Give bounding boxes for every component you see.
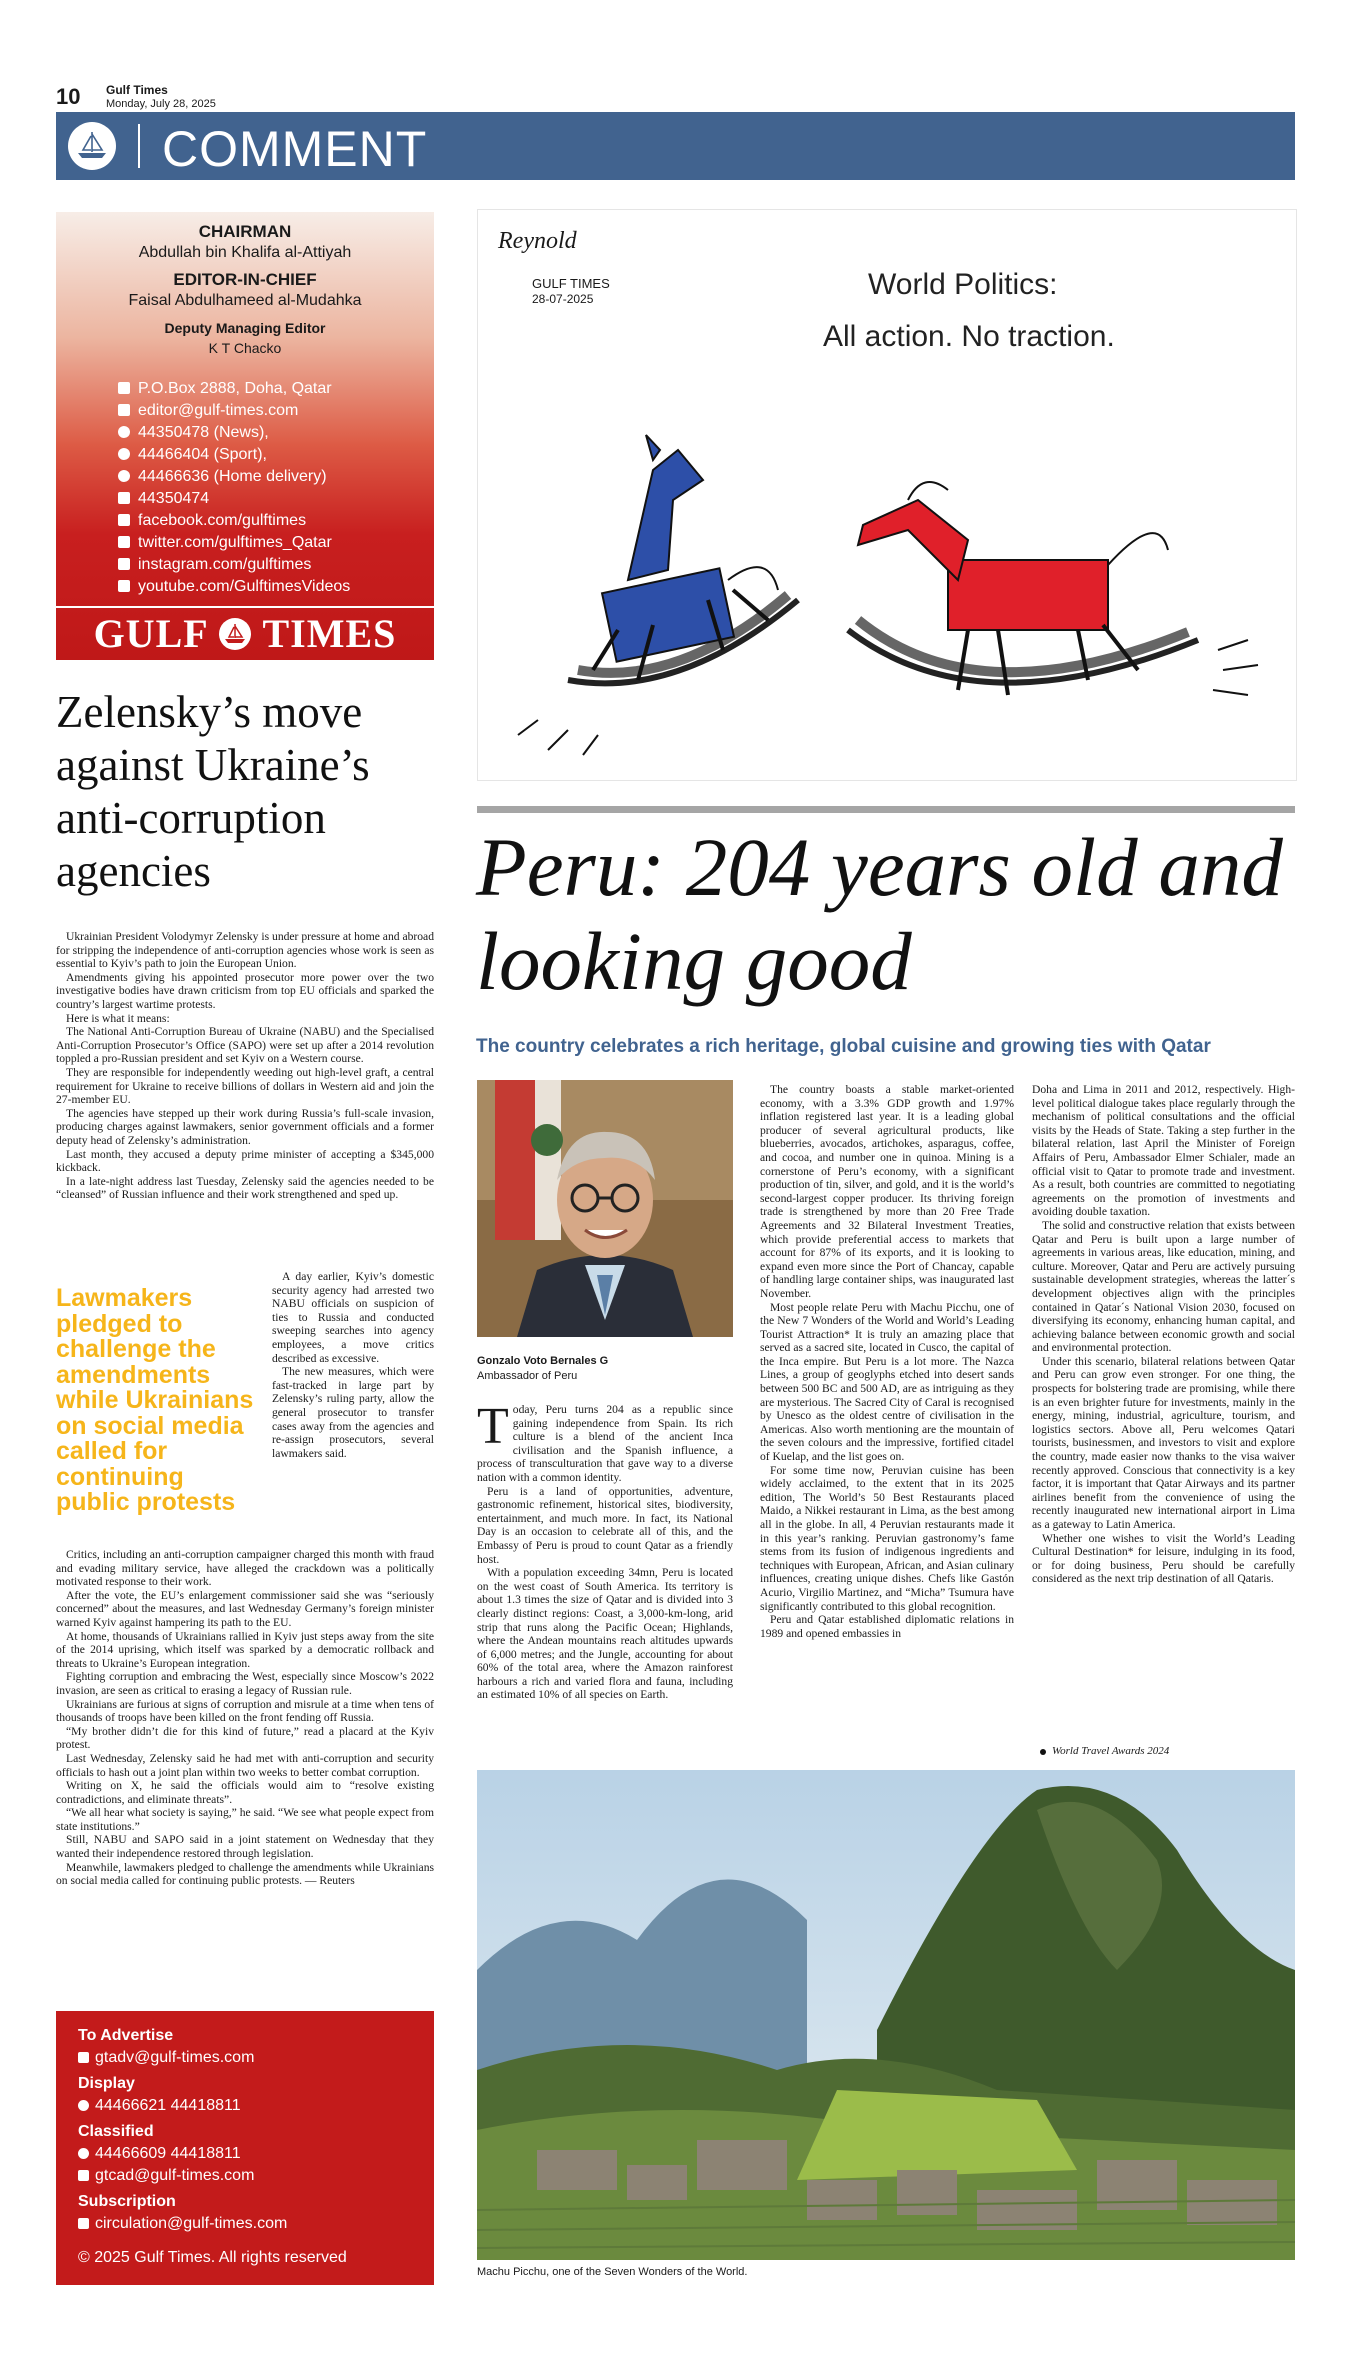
masthead-divider [56,606,434,608]
cartoon-paper: GULF TIMES [532,276,610,291]
x-icon [118,536,130,548]
zelensky-pull-quote: Lawmakers pledged to challenge the amendments while Ukrainians on social media called for continuing public protests [56,1284,254,1516]
display-title: Display [78,2075,135,2092]
chairman-name: Abdullah bin Khalifa al-Attiyah [138,244,352,261]
advertise-box [56,2011,434,2285]
subscription-title: Subscription [78,2193,176,2210]
paper-name: Gulf Times [106,83,168,97]
peru-column-1: Today, Peru turns 204 as a republic since gaining independence from Spain. Its rich culture is a blend of the ancient Inca civilisation and the Spanish influence, a process of transculturation that gave way to a diverse nation with a common identity. Peru is a land of opportunities, adventure, gastronomic refinement, historical sites, biodiversity, entertainment, and much more. In fact, its National Day is an occasion to celebrate all of this, and the Embassy of Peru is proud to count Qatar as a friendly host. With a population exceeding 34mn, Peru is located on the west coast of South America. Its territory is about 1.3 times the size of Qatar and is divided into 3 clearly distinct regions: Coast, a 3,000-km-long, arid strip that runs along the Pacific Ocean; Highlands, where the Andean mountains reach altitudes upwards of 6,000 metres; and the Jungle, accounting for about 60% of the total area, where the Amazon rainforest harbours a rich and varied flora and fauna, including an estimated 10% of all species on Earth. [477,1398,733,1702]
contact-youtube[interactable]: youtube.com/GulftimesVideos [118,578,350,596]
drop-cap: T [477,1398,509,1455]
fax-icon [118,492,130,504]
zelensky-body-side: A day earlier, Kyiv’s domestic security agency had arrested two NABU officials on suspicion of ties to Russia and conducted sweeping searches into agency employees, a move critics described as excessive. The new measures, which were fast-tracked in large part by Zelensky’s ruling party, allow the general prosecutor to transfer cases away from the agencies and re-assign prosecutors, several lawmakers said. [272,1270,434,1460]
ambassador-photo [477,1080,733,1337]
advertise-email[interactable]: gtadv@gulf-times.com [78,2049,254,2067]
display-phones: 44466621 44418811 [78,2097,241,2115]
youtube-icon [118,580,130,592]
footnote-bullet [1040,1749,1046,1755]
email-icon [78,2218,89,2229]
editor-name: Faisal Abdulhameed al-Mudahka [128,292,362,309]
contact-phone-sport: 44466404 (Sport), [118,446,267,464]
author-title: Ambassador of Peru [477,1370,578,1382]
classified-email[interactable]: gtcad@gulf-times.com [78,2167,254,2185]
contact-email[interactable]: editor@gulf-times.com [118,402,298,420]
editor-title: EDITOR-IN-CHIEF [173,270,317,289]
peru-column-2: The country boasts a stable market-oriented economy, with a 3.3% GDP growth and 1.97% inflation registered last year. It is a leading global producer of several agricultural products, like blueberries, avocados, artichokes, asparagus, coffee, and cocoa, and number one in quinoa. Mining is a cornerstone of Peru’s economy, with a significant production of tin, silver, and gold, and it is the world’s second-largest copper producer. Its thriving foreign trade is strengthened by more than 20 Free Trade Agreements and 32 Bilateral Investment Treaties, which provide preferential access to markets that account for 87% of its exports, and it is looking to expand even more since the Port of Chancay, capable of handling large container ships, was inaugurated last November. Most people relate Peru with Machu Picchu, one of the New 7 Wonders of the World and World’s Leading Tourist Attraction* It is truly an amazing place that served as a sacred site, located in Cusco, the capital of the Inca empire. But Peru is a lot more. The Nazca Lines, a group of geoglyphs etched into desert sands between 500 BC and 500 AD, are as intriguing as they are mysterious. The Sacred City of Caral is recognised by Unesco as the oldest centre of civilisation in the Americas. Also worth mentioning are the mountain of the seven colours and the impressive, fortified citadel of Kuelap, and the list goes on. For some time now, Peruvian cuisine has been widely acclaimed, to the extent that in its 2025 edition, The World’s 50 Best Restaurants placed Maido, a Nikkei restaurant in Lima, as the best among all in the globe. In all, 4 Peruvian restaurants made it in this year’s ranking. Peruvian gastronomy’s fame stems from its fusion of indigenous ingredients and techniques with European, African, and Asian culinary influences, creating unique dishes. Chefs like Gastón Acurio, Virgilio Martinez, and “Micha” Tsumura have significantly contributed to this global recognition. Peru and Qatar established diplomatic relations in 1989 and opened embassies in [760,1083,1014,1640]
contact-address: P.O.Box 2888, Doha, Qatar [118,380,332,398]
email-icon [78,2170,89,2181]
phone-icon [118,426,130,438]
cartoon-date: 28-07-2025 [532,292,594,306]
machu-picchu-photo [477,1770,1295,2260]
issue-date: Monday, July 28, 2025 [106,98,216,110]
peru-subheadline: The country celebrates a rich heritage, global cuisine and growing ties with Qatar [476,1036,1211,1057]
gulf-times-logo: GULF TIMES [93,611,397,656]
peru-headline: Peru: 204 years old and looking good [476,821,1283,1007]
zelensky-body-top: Ukrainian President Volodymyr Zelensky is under pressure at home and abroad for stripping the independence of anti-corruption agencies whose work is seen as essential to Kyiv’s path to join the European Union. Amendments giving his appointed prosecutor more power over the two investigative bodies have drawn criticism from top EU officials and sparked the country’s largest wartime protests. Here is what it means: The National Anti-Corruption Bureau of Ukraine (NABU) and the Specialised Anti-Corruption Prosecutor’s Office (SAPO) were set up after a 2014 revolution toppled a pro-Russian president and set Kyiv on a Western course. They are responsible for independently weeding out high-level graft, a central requirement for Ukraine to receive billions of dollars in Western aid and join the 27-member EU. The agencies have stepped up their work during Russia’s full-scale invasion, producing charges against lawmakers, senior government officials and a former deputy head of Zelensky’s administration. Last month, they accused a deputy prime minister of accepting a $345,000 kickback. In a late-night address last Tuesday, Zelensky said the agencies needed to be “cleansed” of Russian influence and their work strengthened and sped up. [56,930,434,1202]
zelensky-headline: Zelensky’s move against Ukraine’s anti-corruption agencies [56,687,370,896]
banner-separator [138,124,140,168]
section-title: COMMENT [162,121,428,177]
mailbox-icon [118,382,130,394]
editorial-cartoon [477,209,1297,781]
cartoon-caption-line1: World Politics: [868,268,1058,301]
classified-title: Classified [78,2123,154,2140]
author-name: Gonzalo Voto Bernales G [477,1355,609,1367]
peru-column-3: Doha and Lima in 2011 and 2012, respectively. High-level political dialogue takes place regularly through the mechanism of political consultations and the official visits by the Heads of State. Taking a step further in the bilateral relation, last April the Minister of Foreign Affairs of Peru, Ambassador Elmer Schialer, made an official visit to Qatar to promote trade and investment. As a result, both countries are committed to negotiating agreements on the promotion of investments and avoiding double taxation. The solid and constructive relation that exists between Qatar and Peru is built upon a large number of agreements in various areas, like education, mining, and culture. Moreover, Qatar and Peru are actively pursuing sustainable development strategies, whereas the latter´s development objectives align with the principles contained in Qatar´s National Vision 2030, focused on diversifying its economy, enhancing human capital, and achieving balance between economic growth and social and environmental protection. Under this scenario, bilateral relations between Qatar and Peru can grow even stronger. For one thing, the prospects for bolstering trade are promising, while there is an even brighter future for investments, mainly in the energy, mining, industrial, agriculture, tourism, and logistics sectors. Above all, Peru welcomes Qatari tourists, businessmen, and investors to visit and explore the country, made easier now thanks to the visa waiver recently approved. Conscious that connectivity is a key factor, it is important that Qatar Airways and its partner airlines benefit from the convenience of using the recently inaugurated new international airport in Lima as a gateway to Latin America. Whether one wishes to visit the World’s Leading Cultural Destination* for leisure, indulging in its food, or for doing business, Peru should be carefully considered as the next trip destination of all Qataris. [1032,1083,1295,1586]
footnote: World Travel Awards 2024 [1052,1745,1170,1757]
phone-icon [118,448,130,460]
deputy-name: K T Chacko [208,340,282,356]
cartoonist-signature: Reynold [498,228,577,254]
chairman-title: CHAIRMAN [198,222,292,241]
deputy-title: Deputy Managing Editor [164,320,326,336]
rocking-horses-drawing [478,350,1296,780]
section-banner [56,112,1295,180]
phone-icon [78,2148,89,2159]
advertise-title: To Advertise [78,2027,174,2044]
copyright: © 2025 Gulf Times. All rights reserved [78,2249,347,2266]
blue-rocking-horse [518,435,798,755]
phone-icon [118,470,130,482]
masthead-box [56,212,434,660]
contact-phone-delivery: 44466636 (Home delivery) [118,468,327,486]
facebook-icon [118,514,130,526]
red-rocking-horse [848,482,1258,695]
contact-instagram[interactable]: instagram.com/gulftimes [118,556,311,574]
cartoon-caption-line2: All action. No traction. [823,320,1115,353]
contact-facebook[interactable]: facebook.com/gulftimes [118,512,306,530]
contact-fax: 44350474 [118,490,209,508]
contact-x[interactable]: twitter.com/gulftimes_Qatar [118,534,332,552]
photo-caption: Machu Picchu, one of the Seven Wonders of the World. [477,2266,748,2278]
article-rule [477,806,1295,813]
email-icon [78,2052,89,2063]
phone-icon [78,2100,89,2111]
email-icon [118,404,130,416]
zelensky-body-bottom: Critics, including an anti-corruption campaigner charged this month with fraud and evading military service, have alleged the crackdown was a politically motivated response to their work. After the vote, the EU’s enlargement commissioner said she was “seriously concerned” about the measures, and last Wednesday Germany’s foreign minister warned Kyiv against hampering its path to the EU. At home, thousands of Ukrainians rallied in Kyiv just steps away from the site of the 2014 uprising, which itself was sparked by a democratic rollback and threats to Ukraine’s European integration. Fighting corruption and embracing the West, especially since Moscow’s 2022 invasion, are seen as critical to erasing a legacy of Russian rule. Ukrainians are furious at signs of corruption and misrule at a time when tens of thousands of troops have been killed on the front fending off Russia. “My brother didn’t die for this kind of future,” read a placard at the Kyiv protest. Last Wednesday, Zelensky said he had met with anti-corruption and security officials to hash out a joint plan within two weeks to better combat corruption. Writing on X, he said the officials would aim to “resolve existing contradictions, and eliminate threats”. “We all hear what society is saying,” he said. “We see what people expect from state institutions.” Still, NABU and SAPO said in a joint statement on Wednesday that they wanted their independence restored through legislation. Meanwhile, lawmakers pledged to challenge the amendments while Ukrainians on social media called for continuing public protests. — Reuters [56,1548,434,1888]
subscription-email[interactable]: circulation@gulf-times.com [78,2215,287,2233]
instagram-icon [118,558,130,570]
classified-phones: 44466609 44418811 [78,2145,241,2163]
contact-phone-news: 44350478 (News), [118,424,269,442]
ship-logo-icon [68,122,116,170]
ship-icon [218,617,252,651]
page-number: 10 [56,84,81,109]
